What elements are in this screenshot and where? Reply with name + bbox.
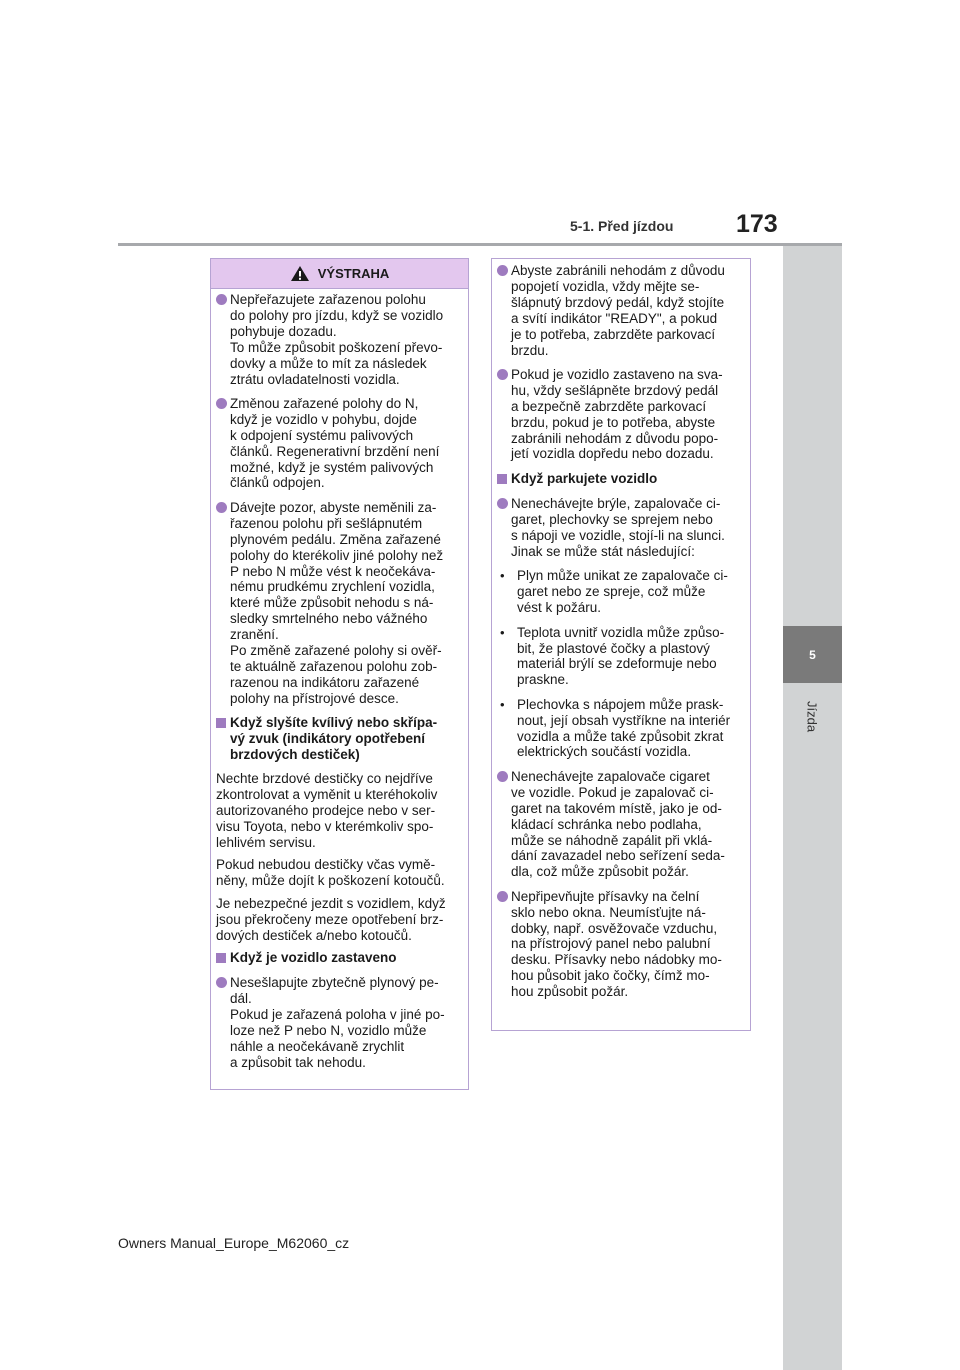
list-item-text: Když je vozidlo zastaveno (230, 949, 397, 965)
dot-marker (497, 568, 517, 616)
list-item-text: Nesešlapujte zbytečně plynový pe- dál. Pokud je zařazená poloha v jiné po- loze než P nebo N, vozidlo může náhle a neočekávaně zrychlit a způsobit tak nehodu. (230, 975, 445, 1070)
list-item-text: Když slyšíte kvílivý nebo skřípa- vý zvuk (indikátory opotřebení brzdových destiček) (230, 715, 438, 762)
circle-marker (497, 367, 511, 462)
list-item-text: Plechovka s nápojem může prask- nout, její obsah vystříkne na interiér vozidla a může také způsobit zkrat elektrických součástí vozidla. (517, 696, 731, 760)
square-marker (216, 950, 230, 967)
circle-bullet-icon (216, 294, 227, 305)
page-number: 173 (736, 210, 778, 238)
subheading (216, 715, 460, 763)
list-item-text: Nepřipevňujte přísavky na čelní sklo nebo okna. Neumísťujte ná- dobky, např. osvěžovače vzduchu, na přístrojový panel nebo palubní desku. Přísavky nebo nádobky mo- hou působit jako čočky, čímž mo- hou způsobit požár. (511, 888, 722, 1000)
paragraph: Pokud nebudou destičky včas vymě- něny, může dojít k poškození kotoučů. (216, 857, 445, 889)
square-marker (216, 715, 230, 763)
list-item (497, 769, 742, 880)
circle-bullet-icon (216, 977, 227, 988)
dot-bullet-icon: • (500, 568, 505, 584)
circle-marker (216, 396, 230, 491)
list-item-text: Dávejte pozor, abyste neměnili za- řazenou polohu při sešlápnutém plynovém pedálu. Změna zařazené polohy do kterékoliv jiné polohy než P nebo N může vést k neočekáva- nému prudkému zrychlení vozidla, které může způsobit nehodu s ná- sledky smrtelného nebo vážného zranění. Po změně zařazené polohy si ověř- te aktuálně zařazenou polohu zob- razenou na indikátoru zařazené polohy na přístrojové desce. (230, 499, 444, 706)
list-item (216, 396, 460, 491)
warning-box-right (491, 258, 751, 1031)
circle-marker (216, 975, 230, 1070)
dot-marker (497, 625, 517, 689)
square-marker (497, 471, 511, 488)
dot-bullet-icon: • (500, 696, 505, 712)
dot-bullet-icon: • (500, 624, 505, 640)
warning-content-left (211, 289, 468, 1071)
square-bullet-icon (497, 474, 507, 484)
list-item (216, 292, 460, 387)
chapter-tab: 5 (783, 626, 842, 683)
list-item (497, 697, 742, 761)
warning-header (211, 259, 468, 289)
header-divider (118, 243, 842, 246)
circle-marker (216, 500, 230, 707)
paragraph: Nechte brzdové destičky co nejdříve zkontrolovat a vyměnit u kteréhokoliv autorizovaného prodejce nebo v ser- visu Toyota, nebo v kterémkoliv spo- lehlivém servisu. (216, 771, 438, 850)
circle-marker (497, 496, 511, 560)
dot-marker (497, 697, 517, 761)
circle-marker (497, 769, 511, 880)
list-item-text: Pokud je vozidlo zastaveno na sva- hu, vždy sešlápněte brzdový pedál a bezpečně zabrzděte parkovací brzdu, pokud je to potřeba, abyste zabránili nehodám z důvodu popo- jetí vozidla dopředu nebo dozadu. (511, 366, 723, 462)
warning-title: VÝSTRAHA (317, 266, 390, 281)
list-item (216, 500, 460, 707)
list-item (497, 568, 742, 616)
section-title: 5-1. Před jízdou (570, 218, 674, 234)
list-item-text: Změnou zařazené polohy do N, když je vozidlo v pohybu, dojde k odpojení systému palivových článků. Regenerativní brzdění není možné, když je systém palivových článků odpojen. (230, 395, 440, 491)
footer-text: Owners Manual_Europe_M62060_cz (118, 1235, 350, 1251)
circle-marker (497, 263, 511, 358)
square-bullet-icon (216, 718, 226, 728)
list-item (497, 889, 742, 1000)
subheading (216, 950, 460, 967)
square-bullet-icon (216, 953, 226, 963)
warning-triangle-icon (290, 265, 310, 282)
circle-bullet-icon (497, 498, 508, 509)
subheading (497, 471, 742, 488)
circle-marker (497, 889, 511, 1000)
paragraph: Je nebezpečné jezdit s vozidlem, když jsou překročeny meze opotřebení brz- dových destiček a/nebo kotoučů. (216, 895, 446, 943)
list-item-text: Nenechávejte brýle, zapalovače ci- garet, plechovky se sprejem nebo s nápoji ve vozidle, stojí-li na slunci. Jinak se může stát následující: (511, 496, 725, 559)
circle-bullet-icon (497, 891, 508, 902)
warning-content-right (492, 259, 750, 1000)
circle-marker (216, 292, 230, 387)
list-item-text: Abyste zabránili nehodám z důvodu popojetí vozidla, vždy mějte se- šlápnutý brzdový pedál, když stojíte a svítí indikátor "READY", a pokud je to potřeba, zabrzděte parkovací brzdu. (511, 263, 725, 358)
chapter-side-bar (783, 246, 842, 1370)
circle-bullet-icon (216, 502, 227, 513)
circle-bullet-icon (216, 398, 227, 409)
list-item (497, 367, 742, 462)
circle-bullet-icon (497, 369, 508, 380)
list-item (216, 975, 460, 1070)
circle-bullet-icon (497, 265, 508, 276)
list-item-text: Plyn může unikat ze zapalovače ci- garet nebo ze spreje, což může vést k požáru. (517, 568, 728, 616)
chapter-label: Jízda (804, 701, 820, 733)
list-item (497, 496, 742, 560)
list-item-text: Nepřeřazujete zařazenou polohu do polohy pro jízdu, když se vozidlo pohybuje dozadu. To může způsobit poškození převo- dovky a může to mít za následek ztrátu ovladatelnosti vozidla. (230, 292, 444, 387)
warning-box-left (210, 258, 469, 1090)
list-item-text: Teplota uvnitř vozidla může způso- bit, že plastové čočky a plastový materiál brýlí se zdeformuje nebo praskne. (517, 624, 725, 688)
list-item (497, 263, 742, 358)
list-item (497, 625, 742, 689)
list-item-text: Když parkujete vozidlo (511, 470, 658, 486)
list-item-text: Nenechávejte zapalovače cigaret ve vozidle. Pokud je zapalovač ci- garet na takovém místě, jako je od- kládací schránka nebo podlaha, může se náhodně zapálit při vklá- dání zavazadel nebo seřízení seda- dla, což může způsobit požár. (511, 768, 725, 880)
circle-bullet-icon (497, 771, 508, 782)
